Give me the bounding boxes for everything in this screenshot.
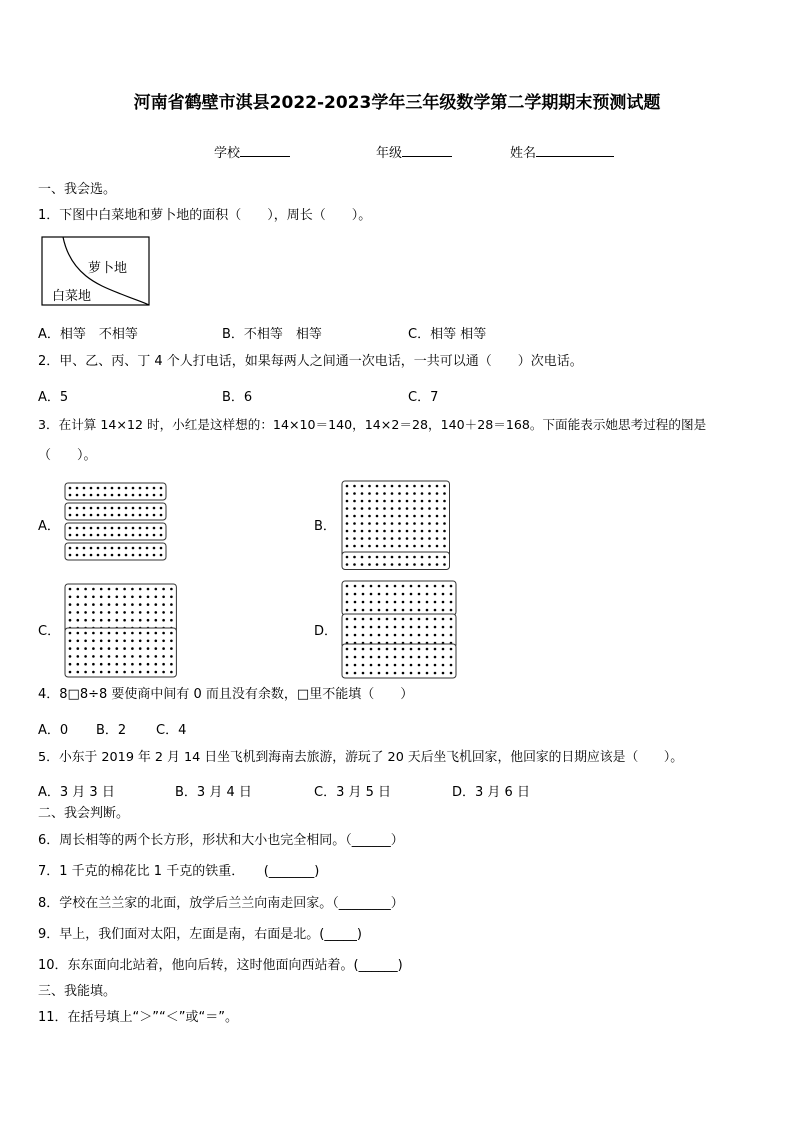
q4-option-b[interactable]: B．2	[96, 723, 127, 738]
question-3-text: 3．在计算 14×12 时，小红是这样想的：14×10＝140，14×2＝28，140＋28＝168。下面能表示她思考过程的图是	[38, 417, 707, 432]
question-5-text: 5．小东于 2019 年 2 月 14 日坐飞机到海南去旅游，游玩了 20 天后坐飞机回家，他回家的日期应该是（ ）。	[38, 750, 684, 765]
question-2-text: 2．甲、乙、丙、丁 4 个人打电话，如果每两人之间通一次电话，一共可以通（ ）次电话。	[38, 354, 583, 369]
page-title: 河南省鹤壁市淇县2022-2023学年三年级数学第二学期期末预测试题	[133, 93, 661, 113]
dot-block	[65, 483, 166, 500]
q1-option-a[interactable]: A．相等 不相等	[38, 327, 138, 342]
grade-field	[376, 142, 452, 161]
q4-option-c[interactable]: C．4	[156, 723, 187, 738]
q3-option-c-label[interactable]: C．	[38, 624, 61, 639]
q3-option-d-label[interactable]: D．	[314, 624, 338, 639]
q3-option-c-dot-figure[interactable]	[64, 583, 178, 673]
q3-option-b-dot-figure[interactable]	[341, 480, 453, 568]
school-field	[214, 142, 290, 161]
section-heading-3: 三、我能填。	[38, 984, 117, 999]
dot-block	[342, 552, 450, 570]
q1-option-b[interactable]: B．不相等 相等	[222, 327, 322, 342]
name-field	[510, 142, 614, 161]
q5-option-b[interactable]: B．3 月 4 日	[175, 785, 252, 800]
dot-block	[342, 581, 456, 615]
question-8-text: 8．学校在兰兰家的北面，放学后兰兰向南走回家。（________）	[38, 896, 404, 911]
question-4-text: 4．8□8÷8 要使商中间有 0 而且没有余数，□里不能填（ ）	[38, 687, 414, 702]
question-11-text: 11．在括号填上“＞”“＜”或“＝”。	[38, 1010, 238, 1025]
school-blank	[240, 144, 290, 157]
name-label: 姓名	[510, 146, 537, 161]
question-1-text: 1．下图中白菜地和萝卜地的面积（ ），周长（ ）。	[38, 208, 372, 223]
q4-option-a[interactable]: A．0	[38, 723, 69, 738]
section-heading-2: 二、我会判断。	[38, 806, 130, 821]
cabbage-field-label: 白菜地	[52, 289, 92, 304]
q3-option-a-label[interactable]: A．	[38, 519, 60, 534]
dot-block	[65, 628, 176, 677]
name-blank	[536, 144, 614, 157]
question-6-text: 6．周长相等的两个长方形，形状和大小也完全相同。（______）	[38, 833, 404, 848]
q1-option-c[interactable]: C．相等 相等	[408, 327, 487, 342]
question-7-text: 7．1 千克的棉花比 1 千克的铁重． (_______)	[38, 864, 320, 879]
radish-field-label: 萝卜地	[88, 261, 128, 276]
q2-option-c[interactable]: C．7	[408, 390, 439, 405]
dot-block	[342, 614, 456, 648]
q5-option-d[interactable]: D．3 月 6 日	[452, 785, 530, 800]
q3-option-b-label[interactable]: B．	[314, 519, 336, 534]
grade-label: 年级	[376, 146, 403, 161]
section-heading-1: 一、我会选。	[38, 182, 117, 197]
dot-block	[65, 543, 166, 560]
q3-option-d-dot-figure[interactable]	[341, 580, 459, 675]
dot-block	[342, 481, 450, 559]
grade-blank	[402, 144, 452, 157]
q2-option-b[interactable]: B．6	[222, 390, 253, 405]
question-3-text-cont: （ ）。	[38, 448, 97, 463]
q5-option-a[interactable]: A．3 月 3 日	[38, 785, 115, 800]
dot-block	[65, 503, 166, 520]
question-9-text: 9．早上，我们面对太阳，左面是南，右面是北。(_____)	[38, 927, 362, 942]
school-label: 学校	[214, 146, 241, 161]
dot-block	[342, 644, 456, 678]
question-10-text: 10．东东面向北站着，他向后转，这时他面向西站着。(______)	[38, 958, 403, 973]
q3-option-a-dot-figure[interactable]	[64, 482, 170, 566]
dot-block	[65, 584, 176, 633]
q2-option-a[interactable]: A．5	[38, 390, 69, 405]
q5-option-c[interactable]: C．3 月 5 日	[314, 785, 392, 800]
dot-block	[65, 523, 166, 540]
